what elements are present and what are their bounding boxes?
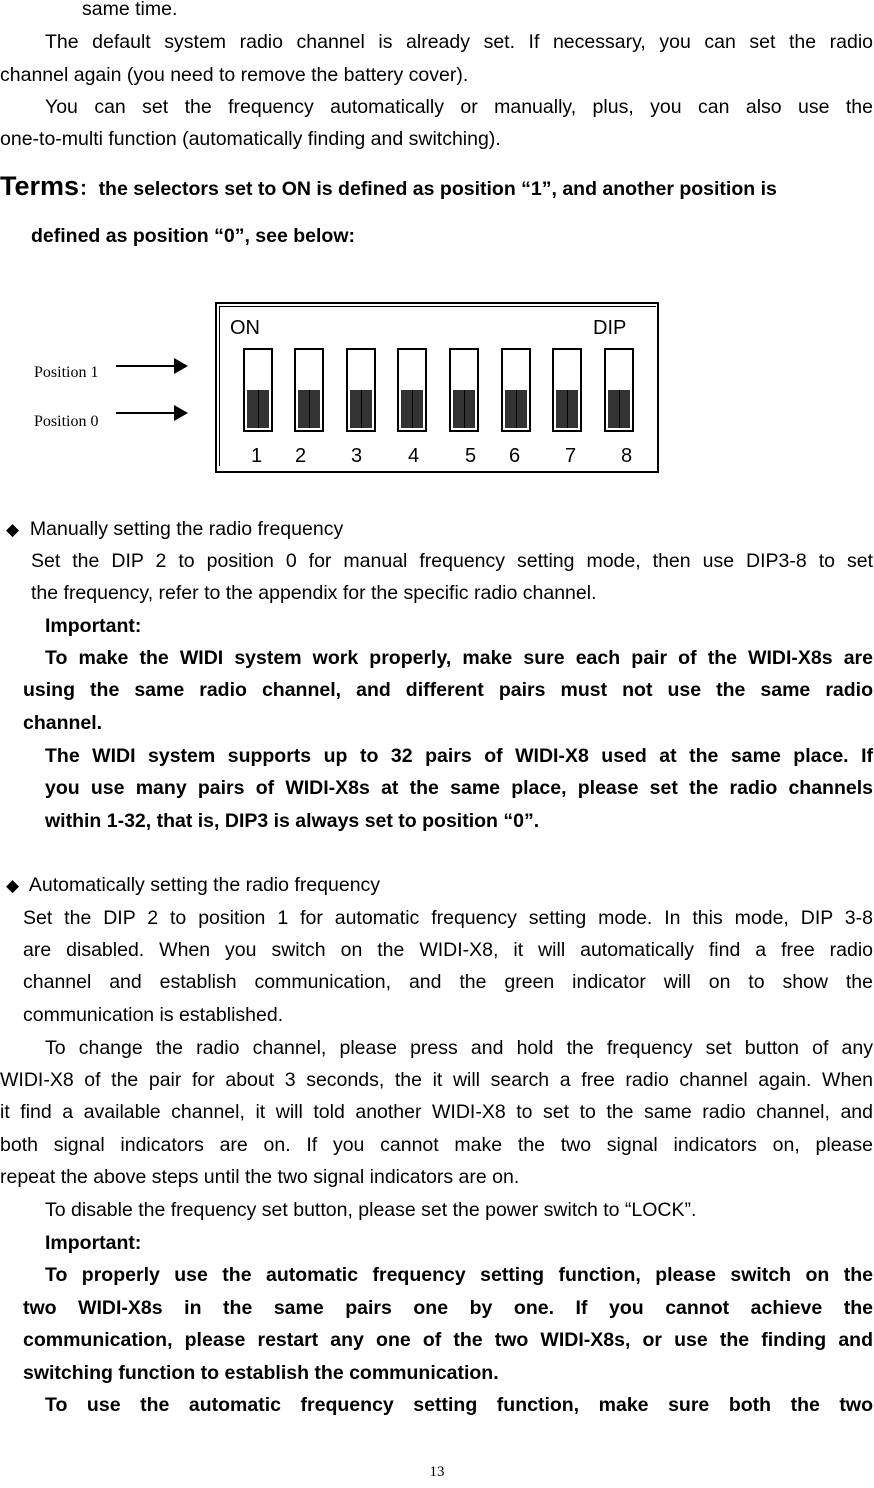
switch-number: 6 (509, 445, 521, 467)
position-0-label: Position 0 (34, 413, 99, 430)
dip-switch-5 (449, 348, 479, 432)
switch-number: 8 (621, 445, 633, 467)
text-line: it find a available channel, it will told another WIDI-X8 to set to the same radio channel, and (0, 1101, 873, 1123)
text-line: To disable the frequency set button, please set the power switch to “LOCK”. (45, 1199, 697, 1221)
text-line: one-to-multi function (automatically finding and switching). (0, 128, 501, 150)
text-line: same time. (82, 0, 178, 20)
important-label: Important: (45, 615, 142, 637)
text-line: Set the DIP 2 to position 1 for automatic frequency setting mode. In this mode, DIP 3-8 (23, 907, 873, 929)
auto-title: Automatically setting the radio frequency (28, 874, 381, 896)
text-line: communication, please restart any one of the two WIDI-X8s, or use the finding and (23, 1329, 873, 1351)
text-line: channel. (23, 712, 103, 734)
terms-text: the selectors set to ON is defined as position “1”, and another position is (98, 178, 777, 200)
text-line: communication is established. (23, 1004, 284, 1026)
auto-heading (6, 873, 380, 898)
switch-number: 1 (251, 445, 263, 467)
position-0-arrow-icon (116, 412, 184, 414)
terms-line-2: defined as position “0”, see below: (31, 225, 355, 247)
important-label: Important: (45, 1232, 142, 1254)
dip-label: DIP (593, 317, 627, 339)
text-line: To use the automatic frequency setting function, make sure both the two (45, 1394, 873, 1416)
text-line: WIDI-X8 of the pair for about 3 seconds, the it will search a free radio channel again. When (0, 1069, 873, 1091)
text-line: using the same radio channel, and different pairs must not use the same radio (23, 679, 873, 701)
text-line: repeat the above steps until the two signal indicators are on. (0, 1166, 520, 1188)
switch-number: 5 (465, 445, 477, 467)
text-line: switching function to establish the communication. (23, 1362, 499, 1384)
text-line: two WIDI-X8s in the same pairs one by one. If you cannot achieve the (23, 1297, 873, 1319)
position-1-arrow-icon (116, 365, 184, 367)
text-line: The default system radio channel is already set. If necessary, you can set the radio (45, 31, 873, 53)
dip-switch-4 (397, 348, 427, 432)
manual-heading (6, 517, 343, 542)
dip-switch-7 (552, 348, 582, 432)
diamond-bullet-icon: ◆ (6, 520, 20, 539)
text-line: Set the DIP 2 to position 0 for manual frequency setting mode, then use DIP3-8 to set (31, 550, 873, 572)
text-line: To change the radio channel, please press and hold the frequency set button of any (45, 1037, 873, 1059)
text-line: channel and establish communication, and the green indicator will on to show the (23, 971, 873, 993)
dip-switch-2 (294, 348, 324, 432)
dip-switch-6 (501, 348, 531, 432)
switch-number: 7 (565, 445, 577, 467)
dip-switch-1 (243, 348, 273, 432)
diamond-bullet-icon: ◆ (6, 876, 20, 895)
text-line: within 1-32, that is, DIP3 is always set to position “0”. (45, 810, 540, 832)
dip-switch-diagram (0, 290, 874, 480)
text-line: channel again (you need to remove the battery cover). (0, 64, 469, 86)
text-line: you use many pairs of WIDI-X8s at the same place, please set the radio channels (45, 777, 873, 799)
switch-number: 3 (351, 445, 363, 467)
dip-switch-3 (346, 348, 376, 432)
text-line: To make the WIDI system work properly, make sure each pair of the WIDI-X8s are (45, 647, 873, 669)
switch-number: 4 (408, 445, 420, 467)
position-1-label: Position 1 (34, 364, 99, 381)
dip-on-label: ON (230, 317, 260, 339)
terms-heading: Terms (0, 171, 80, 201)
page-number: 13 (429, 1464, 445, 1480)
switch-number: 2 (295, 445, 307, 467)
text-line: the frequency, refer to the appendix for the specific radio channel. (31, 582, 597, 604)
dip-switch-inner-frame (219, 306, 656, 466)
text-line: both signal indicators are on. If you cannot make the two signal indicators on, please (0, 1134, 873, 1156)
text-line: are disabled. When you switch on the WIDI-X8, it will automatically find a free radio (23, 939, 873, 961)
text-line: You can set the frequency automatically or manually, plus, you can also use the (45, 96, 873, 118)
terms-colon: ： (79, 178, 99, 200)
manual-title: Manually setting the radio frequency (29, 518, 344, 540)
text-line: To properly use the automatic frequency setting function, please switch on the (45, 1264, 873, 1286)
terms-line (0, 171, 874, 201)
text-line: The WIDI system supports up to 32 pairs of WIDI-X8 used at the same place. If (45, 745, 873, 767)
dip-switch-8 (604, 348, 634, 432)
